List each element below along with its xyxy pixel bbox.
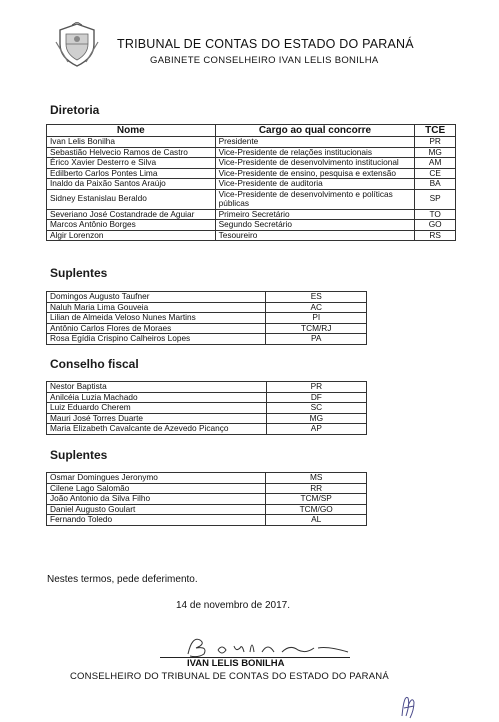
- table-row: [47, 189, 456, 209]
- table-cell: Sidney Estanislau Beraldo: [47, 189, 216, 209]
- closing-text: Nestes termos, pede deferimento.: [47, 574, 198, 585]
- table-row: [47, 147, 456, 158]
- table-header-row: [47, 125, 456, 137]
- table-cell: Sebastião Helvecio Ramos de Castro: [47, 147, 216, 158]
- table-cell: Segundo Secretário: [215, 220, 415, 231]
- diretoria-title: Diretoria: [50, 103, 100, 117]
- diretoria-table: [46, 124, 456, 241]
- table-row: [47, 292, 367, 303]
- table-cell: Anilcéia Luzia Machado: [47, 392, 267, 403]
- table-cell: MS: [266, 473, 367, 484]
- table-cell: Maria Elizabeth Cavalcante de Azevedo Picanço: [47, 424, 267, 435]
- table-cell: Rosa Egídia Crispino Calheiros Lopes: [47, 334, 266, 345]
- closing-date: 14 de novembro de 2017.: [176, 600, 290, 611]
- table-cell: RS: [415, 230, 456, 241]
- table-cell: MG: [266, 413, 366, 424]
- document-header: [0, 0, 499, 80]
- table-cell: Vice-Presidente de ensino, pesquisa e extensão: [215, 168, 415, 179]
- table-row: [47, 313, 367, 324]
- header-title: TRIBUNAL DE CONTAS DO ESTADO DO PARANÁ: [117, 37, 414, 51]
- table-cell: Lilian de Almeida Veloso Nunes Martins: [47, 313, 266, 324]
- table-row: [47, 137, 456, 148]
- table-cell: PI: [266, 313, 367, 324]
- table-cell: TCM/RJ: [266, 323, 367, 334]
- table-cell: AP: [266, 424, 366, 435]
- table-cell: Luiz Eduardo Cherem: [47, 403, 267, 414]
- table-row: [47, 230, 456, 241]
- table-row: [47, 382, 367, 393]
- suplentes-fiscal-table: [46, 472, 367, 526]
- table-cell: Severiano José Costandrade de Aguiar: [47, 209, 216, 220]
- table-cell: Antônio Carlos Flores de Moraes: [47, 323, 266, 334]
- table-row: [47, 392, 367, 403]
- table-cell: AM: [415, 158, 456, 169]
- suplentes-title: Suplentes: [50, 266, 108, 280]
- table-cell: SC: [266, 403, 366, 414]
- table-row: [47, 168, 456, 179]
- table-cell: Algir Lorenzon: [47, 230, 216, 241]
- table-row: [47, 504, 367, 515]
- table-row: [47, 424, 367, 435]
- table-cell: SP: [415, 189, 456, 209]
- table-row: [47, 158, 456, 169]
- table-cell: Vice-Presidente de relações institucionais: [215, 147, 415, 158]
- table-cell: Mauri José Torres Duarte: [47, 413, 267, 424]
- table-cell: Vice-Presidente de desenvolvimento e políticas públicas: [215, 189, 415, 209]
- signatory-name: IVAN LELIS BONILHA: [187, 658, 285, 669]
- table-cell: Fernando Toledo: [47, 515, 266, 526]
- table-cell: ES: [266, 292, 367, 303]
- table-cell: RR: [266, 483, 367, 494]
- conselho-fiscal-table: [46, 381, 367, 435]
- handwritten-initials: [398, 690, 418, 720]
- conselho-fiscal-title: Conselho fiscal: [50, 357, 139, 371]
- table-cell: TCM/GO: [266, 504, 367, 515]
- column-header-cargo: Cargo ao qual concorre: [215, 125, 415, 137]
- table-row: [47, 413, 367, 424]
- table-cell: Primeiro Secretário: [215, 209, 415, 220]
- table-row: [47, 209, 456, 220]
- table-row: [47, 302, 367, 313]
- table-cell: CE: [415, 168, 456, 179]
- table-cell: João Antonio da Silva Filho: [47, 494, 266, 505]
- table-row: [47, 494, 367, 505]
- table-cell: GO: [415, 220, 456, 231]
- table-row: [47, 473, 367, 484]
- column-header-nome: Nome: [47, 125, 216, 137]
- table-cell: TCM/SP: [266, 494, 367, 505]
- table-row: [47, 179, 456, 190]
- state-seal-icon: [54, 22, 100, 68]
- table-cell: Vice-Presidente de auditoria: [215, 179, 415, 190]
- table-cell: Vice-Presidente de desenvolvimento institucional: [215, 158, 415, 169]
- table-cell: DF: [266, 392, 366, 403]
- table-cell: AC: [266, 302, 367, 313]
- table-row: [47, 334, 367, 345]
- header-subtitle: GABINETE CONSELHEIRO IVAN LELIS BONILHA: [150, 55, 379, 66]
- table-cell: PR: [266, 382, 366, 393]
- table-cell: Ivan Lelis Bonilha: [47, 137, 216, 148]
- table-row: [47, 323, 367, 334]
- table-cell: Osmar Domingues Jeronymo: [47, 473, 266, 484]
- table-row: [47, 483, 367, 494]
- table-cell: Naluh Maria Lima Gouveia: [47, 302, 266, 313]
- table-cell: PR: [415, 137, 456, 148]
- table-cell: Tesoureiro: [215, 230, 415, 241]
- column-header-tce: TCE: [415, 125, 456, 137]
- table-cell: Marcos Antônio Borges: [47, 220, 216, 231]
- table-cell: Inaldo da Paixão Santos Araújo: [47, 179, 216, 190]
- table-cell: Daniel Augusto Goulart: [47, 504, 266, 515]
- table-cell: Cilene Lago Salomão: [47, 483, 266, 494]
- table-cell: Érico Xavier Desterro e Silva: [47, 158, 216, 169]
- table-cell: MG: [415, 147, 456, 158]
- table-cell: BA: [415, 179, 456, 190]
- table-cell: Domingos Augusto Taufner: [47, 292, 266, 303]
- table-cell: PA: [266, 334, 367, 345]
- suplentes-fiscal-title: Suplentes: [50, 448, 108, 462]
- table-cell: Presidente: [215, 137, 415, 148]
- table-cell: Edilberto Carlos Pontes Lima: [47, 168, 216, 179]
- table-row: [47, 403, 367, 414]
- table-cell: AL: [266, 515, 367, 526]
- table-row: [47, 515, 367, 526]
- table-cell: TO: [415, 209, 456, 220]
- signatory-role: CONSELHEIRO DO TRIBUNAL DE CONTAS DO ESTADO DO PARANÁ: [70, 671, 389, 682]
- table-row: [47, 220, 456, 231]
- table-cell: Nestor Baptista: [47, 382, 267, 393]
- suplentes-table: [46, 291, 367, 345]
